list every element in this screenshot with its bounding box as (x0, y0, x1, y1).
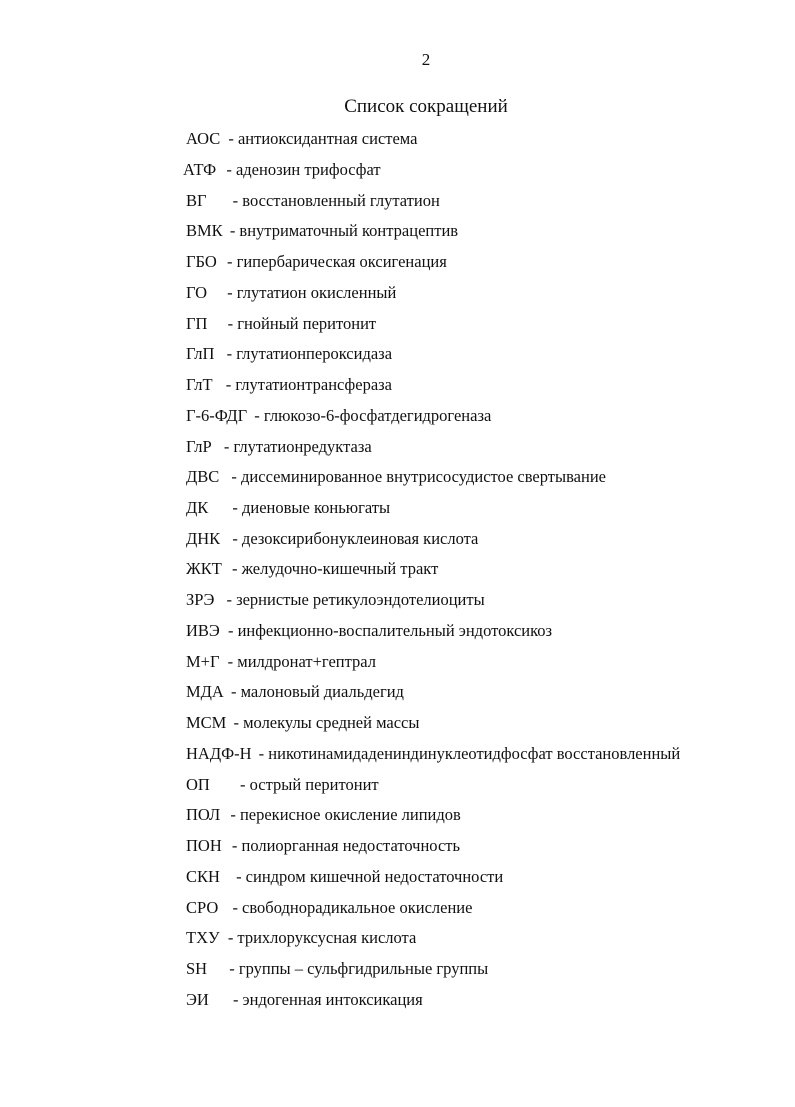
list-item (186, 313, 376, 335)
abbreviation: ТХУ (186, 928, 220, 947)
abbreviation: ЭИ (186, 990, 209, 1009)
list-item (183, 159, 381, 181)
page-number: 2 (421, 50, 431, 69)
list-item (186, 128, 417, 150)
abbreviation: ДНК (186, 529, 221, 548)
abbreviation: ЖКТ (186, 559, 222, 578)
abbreviation: ДВС (186, 467, 220, 486)
definition: - глутатионпероксидаза (226, 344, 393, 363)
abbreviation: СРО (186, 898, 219, 917)
definition: - антиоксидантная система (228, 129, 418, 148)
definition: - глюкозо-6-фосфатдегидрогеназа (254, 406, 492, 425)
definition: - перекисное окисление липидов (230, 805, 461, 824)
definition: - трихлоруксусная кислота (227, 928, 417, 947)
list-item (186, 743, 680, 765)
definition: - гипербарическая оксигенация (226, 252, 447, 271)
list-item (186, 897, 472, 919)
list-item (186, 343, 392, 365)
abbreviation: ПОЛ (186, 805, 221, 824)
definition: - диссеминированное внутрисосудистое свертывание (231, 467, 606, 486)
list-item (186, 958, 488, 980)
abbreviation: НАДФ-Н (186, 744, 252, 763)
definition: - глутатионредуктаза (223, 437, 372, 456)
abbreviation: ГлТ (186, 375, 213, 394)
abbreviation: ГлР (186, 437, 212, 456)
abbreviation: ГлП (186, 344, 215, 363)
abbreviation: ЗРЭ (186, 590, 215, 609)
definition: - глутатион окисленный (227, 283, 397, 302)
abbreviation: ДК (186, 498, 209, 517)
list-item (186, 497, 390, 519)
list-item (186, 589, 485, 611)
list-item (186, 774, 379, 796)
list-item (186, 220, 458, 242)
abbreviation: АОС (186, 129, 221, 148)
abbreviation: SH (186, 959, 208, 978)
list-item (186, 835, 460, 857)
definition: - гнойный перитонит (227, 314, 377, 333)
abbreviation: МСМ (186, 713, 227, 732)
list-item (186, 712, 419, 734)
definition: - аденозин трифосфат (226, 160, 381, 179)
definition: - восстановленный глутатион (232, 191, 440, 210)
abbreviation: ПОН (186, 836, 222, 855)
definition: - внутриматочный контрацептив (229, 221, 459, 240)
abbreviation: АТФ (183, 160, 217, 179)
abbreviation: СКН (186, 867, 220, 886)
list-item (186, 558, 438, 580)
definition: - острый перитонит (239, 775, 379, 794)
list-item (186, 466, 606, 488)
page-title: Список сокращений (344, 96, 508, 117)
abbreviation: ГП (186, 314, 208, 333)
definition: - молекулы средней массы (233, 713, 420, 732)
list-item (186, 620, 552, 642)
definition: - малоновый диальдегид (230, 682, 404, 701)
definition: - дезоксирибонуклеиновая кислота (232, 529, 479, 548)
list-item (186, 405, 491, 427)
list-item (186, 374, 392, 396)
abbreviation: ВГ (186, 191, 207, 210)
list-item (186, 866, 503, 888)
list-item (186, 282, 396, 304)
definition: - желудочно-кишечный тракт (232, 559, 439, 578)
abbreviation: ОП (186, 775, 210, 794)
definition: - свободнорадикальное окисление (232, 898, 473, 917)
abbreviation: ГБО (186, 252, 217, 271)
definition: - диеновые коньюгаты (232, 498, 391, 517)
list-item (186, 251, 447, 273)
list-item (186, 190, 440, 212)
abbreviation: Г-6-ФДГ (186, 406, 248, 425)
abbreviation: М+Г (186, 652, 220, 671)
abbreviation: ИВЭ (186, 621, 220, 640)
definition: - глутатионтрансфераза (225, 375, 392, 394)
abbreviation: МДА (186, 682, 224, 701)
abbreviation: ВМК (186, 221, 223, 240)
list-item (186, 927, 416, 949)
list-item (186, 436, 372, 458)
definition: - эндогенная интоксикация (232, 990, 423, 1009)
list-item (186, 651, 376, 673)
definition: - инфекционно-воспалительный эндотоксикоз (227, 621, 553, 640)
definition: - милдронат+гептрал (227, 652, 376, 671)
list-item (186, 804, 461, 826)
definition: - синдром кишечной недостаточности (236, 867, 504, 886)
abbreviation: ГО (186, 283, 208, 302)
definition: - зернистые ретикулоэндотелиоциты (226, 590, 485, 609)
list-item (186, 528, 478, 550)
list-item (186, 989, 423, 1011)
definition: - группы – сульфгидрильные группы (229, 959, 489, 978)
definition: - полиорганная недостаточность (231, 836, 460, 855)
definition: - никотинамидадениндинуклеотидфосфат восстановленный (258, 744, 681, 763)
list-item (186, 681, 404, 703)
